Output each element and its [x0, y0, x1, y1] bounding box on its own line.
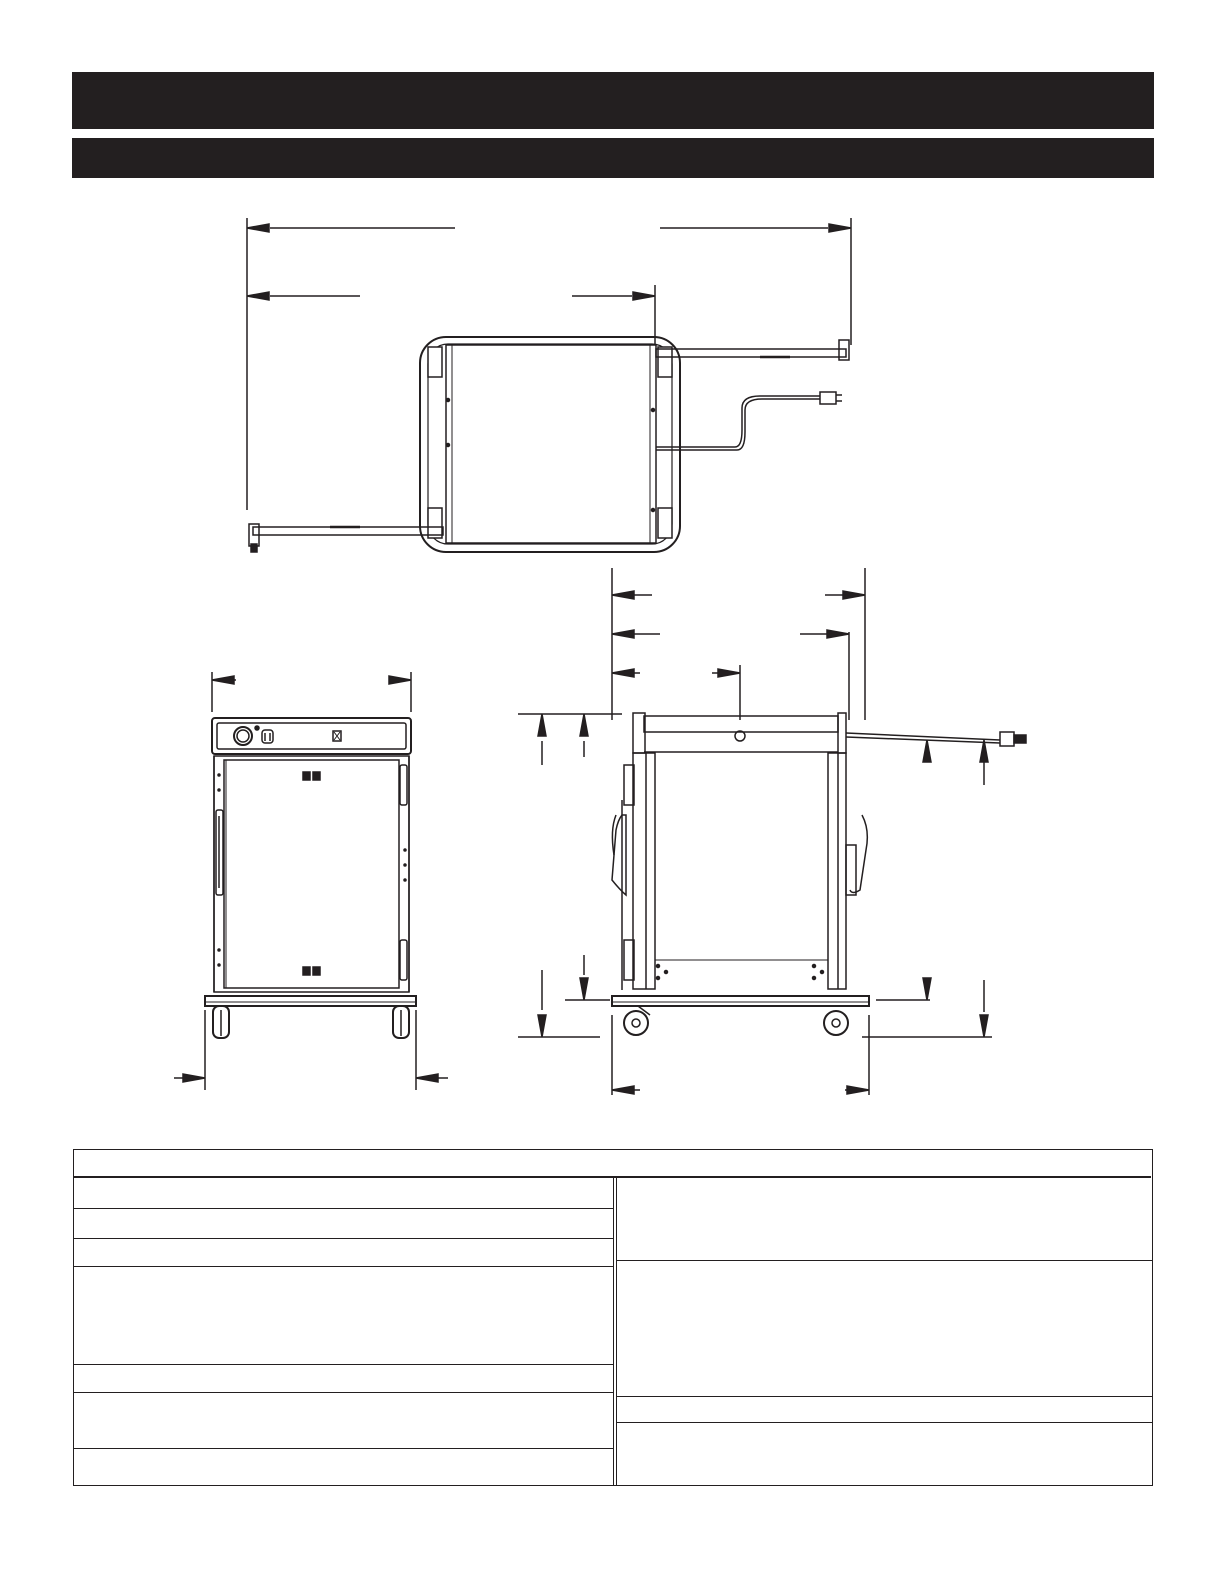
left-row-divider	[74, 1364, 613, 1365]
right-row-divider	[617, 1422, 1152, 1423]
left-row-divider	[74, 1392, 613, 1393]
left-row-divider	[74, 1448, 613, 1449]
side-view	[518, 568, 1026, 1095]
spec-table	[73, 1149, 1153, 1486]
left-row-divider	[74, 1238, 613, 1239]
front-view	[174, 672, 448, 1090]
left-row-divider	[74, 1266, 613, 1267]
top-view	[247, 218, 851, 552]
column-divider	[613, 1176, 617, 1486]
right-row-divider	[617, 1396, 1152, 1397]
right-row-divider	[617, 1260, 1152, 1261]
left-row-divider	[74, 1208, 613, 1209]
